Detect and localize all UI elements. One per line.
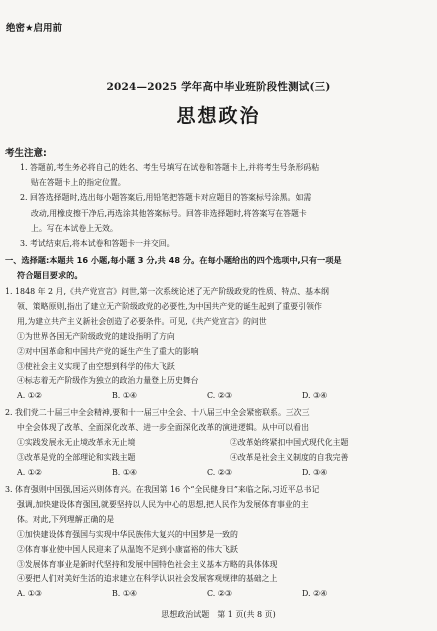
option-a: A. ①③ (17, 589, 42, 599)
notes-list (20, 160, 426, 251)
option-c: C. ②③ (207, 589, 232, 599)
statement-grid (5, 436, 430, 466)
option-d: D. ②④ (302, 589, 328, 599)
question-stem-line: 领、策略原则,指出了建立无产阶级政党的必要性,为中国共产党的诞生起到了重要引领作 (17, 301, 322, 311)
question-stem-line: 用,为建立共产主义新社会创造了必要条件。可见,《共产党宣言》的问世 (17, 316, 267, 326)
statement: ④标志着无产阶级作为独立的政治力量登上历史舞台 (17, 376, 199, 386)
question-3 (5, 483, 430, 602)
option-a: A. ①② (17, 467, 42, 477)
note-line: 1. 答题前,考生务必将自己的姓名、考生号填写在试卷和答题卡上,并将考生号条形码粘 (20, 163, 320, 172)
section-line: 一、选择题:本题共 16 小题,每小题 3 分,共 48 分。在每小题给出的四个选项中,只有一项是 (5, 255, 342, 265)
statement: ③改革是党的全部理论和实践主题 (17, 452, 136, 462)
statement: ①为世界各国无产阶级政党的建设指明了方向 (17, 331, 175, 341)
question-stem-line: 中全会体现了改革、全面深化改革、进一步全面深化改革的演进逻辑。从中可以看出 (17, 422, 309, 432)
option-c: C. ②③ (207, 467, 232, 477)
section-heading (5, 253, 430, 283)
note-line: 贴在答题卡上的指定位置。 (31, 178, 126, 188)
note-line: 2. 回答选择题时,选出每小题答案后,用铅笔把答题卡对应题目的答案标号涂黑。如需 (20, 193, 312, 203)
section-line: 符合题目要求的。 (17, 270, 83, 280)
question-stem-line: 3. 体育强则中国强,国运兴则体育兴。在我国第 16 个“全民健身日”来临之际,习近平总书记 (5, 485, 320, 494)
question-stem-line: 强调,加快建设体育强国,就要坚持以人民为中心的思想,把人民作为发展体育事业的主 (17, 499, 309, 509)
statement: ②改革始终紧扣中国式现代化主题 (230, 437, 349, 447)
statement: ④要把人们对美好生活的追求建立在科学认识社会发展客观规律的基础之上 (17, 574, 278, 584)
question-stem-line: 体。对此,下列理解正确的是 (17, 514, 115, 524)
statement: ③使社会主义实现了由空想到科学的伟大飞跃 (17, 361, 175, 371)
answer-options (5, 587, 430, 602)
question-stem-line: 2. 我们党二十届三中全会精神,要和十一届三中全会、十八届三中全会紧密联系。三次三 (5, 408, 310, 417)
note-line: 改动,用橡皮擦干净后,再选涂其他答案标号。回答非选择题时,将答案写在答题卡 (31, 208, 307, 218)
option-d: D. ③④ (302, 467, 328, 477)
question-stem-line: 1. 1848 年 2 月,《共产党宣言》问世,第一次系统论述了无产阶级政党的性质、特点、基本纲 (5, 287, 329, 296)
option-d: D. ③④ (302, 391, 328, 401)
note-item (20, 190, 426, 236)
note-item (20, 236, 426, 251)
option-b: B. ①④ (112, 467, 137, 477)
option-c: C. ②③ (207, 391, 232, 401)
page-footer: 思想政治试题 第 1 页(共 8 页) (161, 610, 276, 619)
note-item (20, 160, 426, 190)
statement: ④改革是社会主义制度的自我完善 (230, 452, 349, 462)
statement: ①加快建设体育强国与实现中华民族伟大复兴的中国梦是一致的 (17, 529, 238, 539)
option-b: B. ①④ (112, 589, 137, 599)
question-1 (5, 285, 430, 404)
statement: ③发展体育事业是新时代坚持和发展中国特色社会主义基本方略的具体体现 (17, 559, 278, 569)
option-b: B. ①④ (112, 391, 137, 401)
note-line: 3. 考试结束后,将本试卷和答题卡一并交回。 (20, 239, 175, 249)
answer-options (5, 466, 430, 481)
option-a: A. ①② (17, 391, 42, 401)
question-2 (5, 406, 430, 481)
notes-title: 考生注意: (5, 148, 47, 159)
statement: ②体育事业使中国人民迎来了从温饱不足到小康富裕的伟大飞跃 (17, 544, 238, 554)
subject-title: 思想政治 (176, 105, 261, 127)
note-line: 上。写在本试卷上无效。 (31, 223, 118, 233)
exam-title: 2024—2025 学年高中毕业班阶段性测试(三) (106, 81, 331, 93)
answer-options (5, 389, 430, 404)
statement: ①实践发展永无止境改革永无止境 (17, 437, 136, 447)
secret-label: 绝密★启用前 (6, 23, 63, 34)
statement: ②对中国革命和中国共产党的诞生产生了重大的影响 (17, 346, 199, 356)
